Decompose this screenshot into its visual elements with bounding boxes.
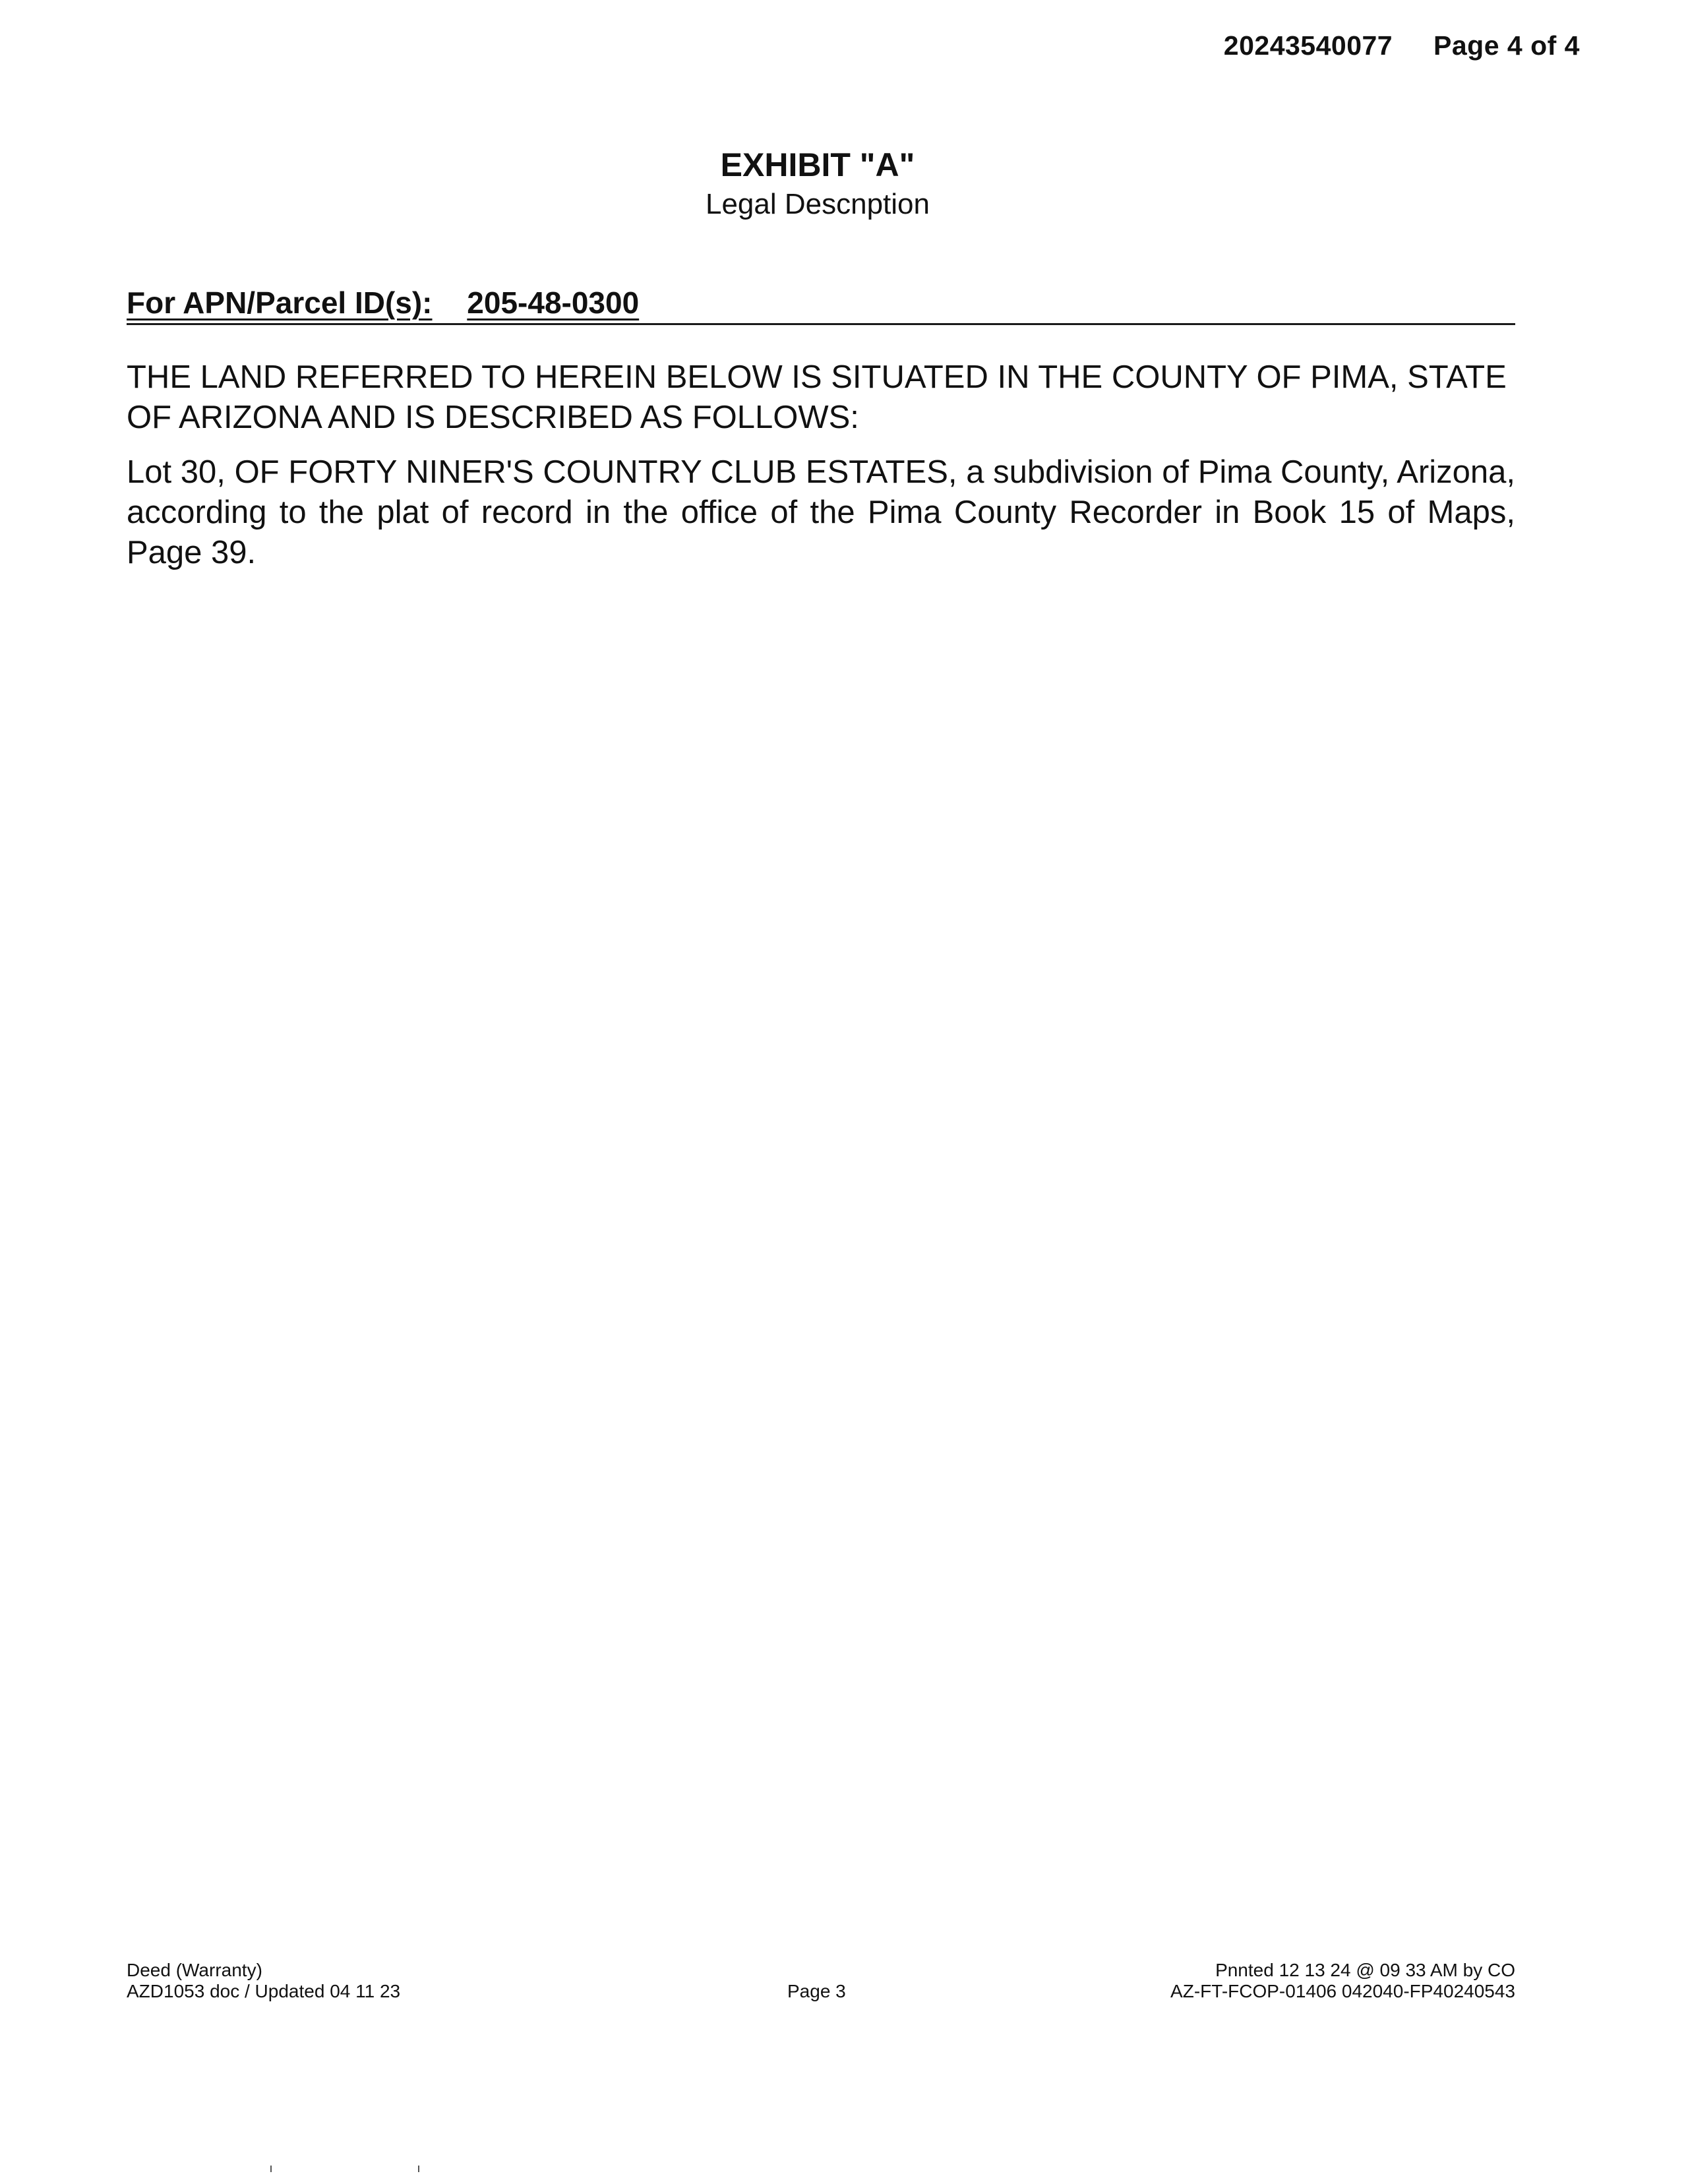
footer-left: [127, 1960, 400, 2002]
apn-label: For APN/Parcel ID(s):: [127, 286, 433, 320]
footer-file-number: AZ-FT-FCOP-01406 042040-FP40240543: [1170, 1981, 1515, 2001]
land-location-paragraph: THE LAND REFERRED TO HEREIN BELOW IS SITUATED IN THE COUNTY OF PIMA, STATE OF ARIZONA AND IS DESCRIBED AS FOLLOWS:: [127, 359, 1507, 435]
footer-form-type: Deed (Warranty): [127, 1960, 262, 1980]
apn-line: [127, 284, 1515, 325]
record-header: [1224, 30, 1580, 61]
exhibit-subtitle: Legal Descnption: [705, 188, 930, 220]
page-indicator: Page 4 of 4: [1433, 30, 1580, 61]
footer-right: [1170, 1960, 1515, 2002]
scan-artifact-mark: [418, 2166, 419, 2172]
exhibit-heading: [580, 145, 1055, 223]
footer-printed-stamp: Pnnted 12 13 24 @ 09 33 AM by CO: [1215, 1960, 1515, 1980]
footer-form-code: AZD1053 doc / Updated 04 11 23: [127, 1981, 401, 2001]
exhibit-title: EXHIBIT "A": [720, 146, 915, 183]
apn-value: 205-48-0300: [467, 286, 640, 320]
legal-description-paragraph: Lot 30, OF FORTY NINER'S COUNTRY CLUB ESTATES, a subdivision of Pima County, Arizona, according to the plat of record in the office of the Pima County Recorder in Book 15 of Maps, Page 39.: [127, 454, 1515, 570]
recording-number: 20243540077: [1223, 30, 1393, 61]
footer-page-number: Page 3: [787, 1981, 846, 2001]
scan-artifact-mark: [270, 2166, 272, 2172]
